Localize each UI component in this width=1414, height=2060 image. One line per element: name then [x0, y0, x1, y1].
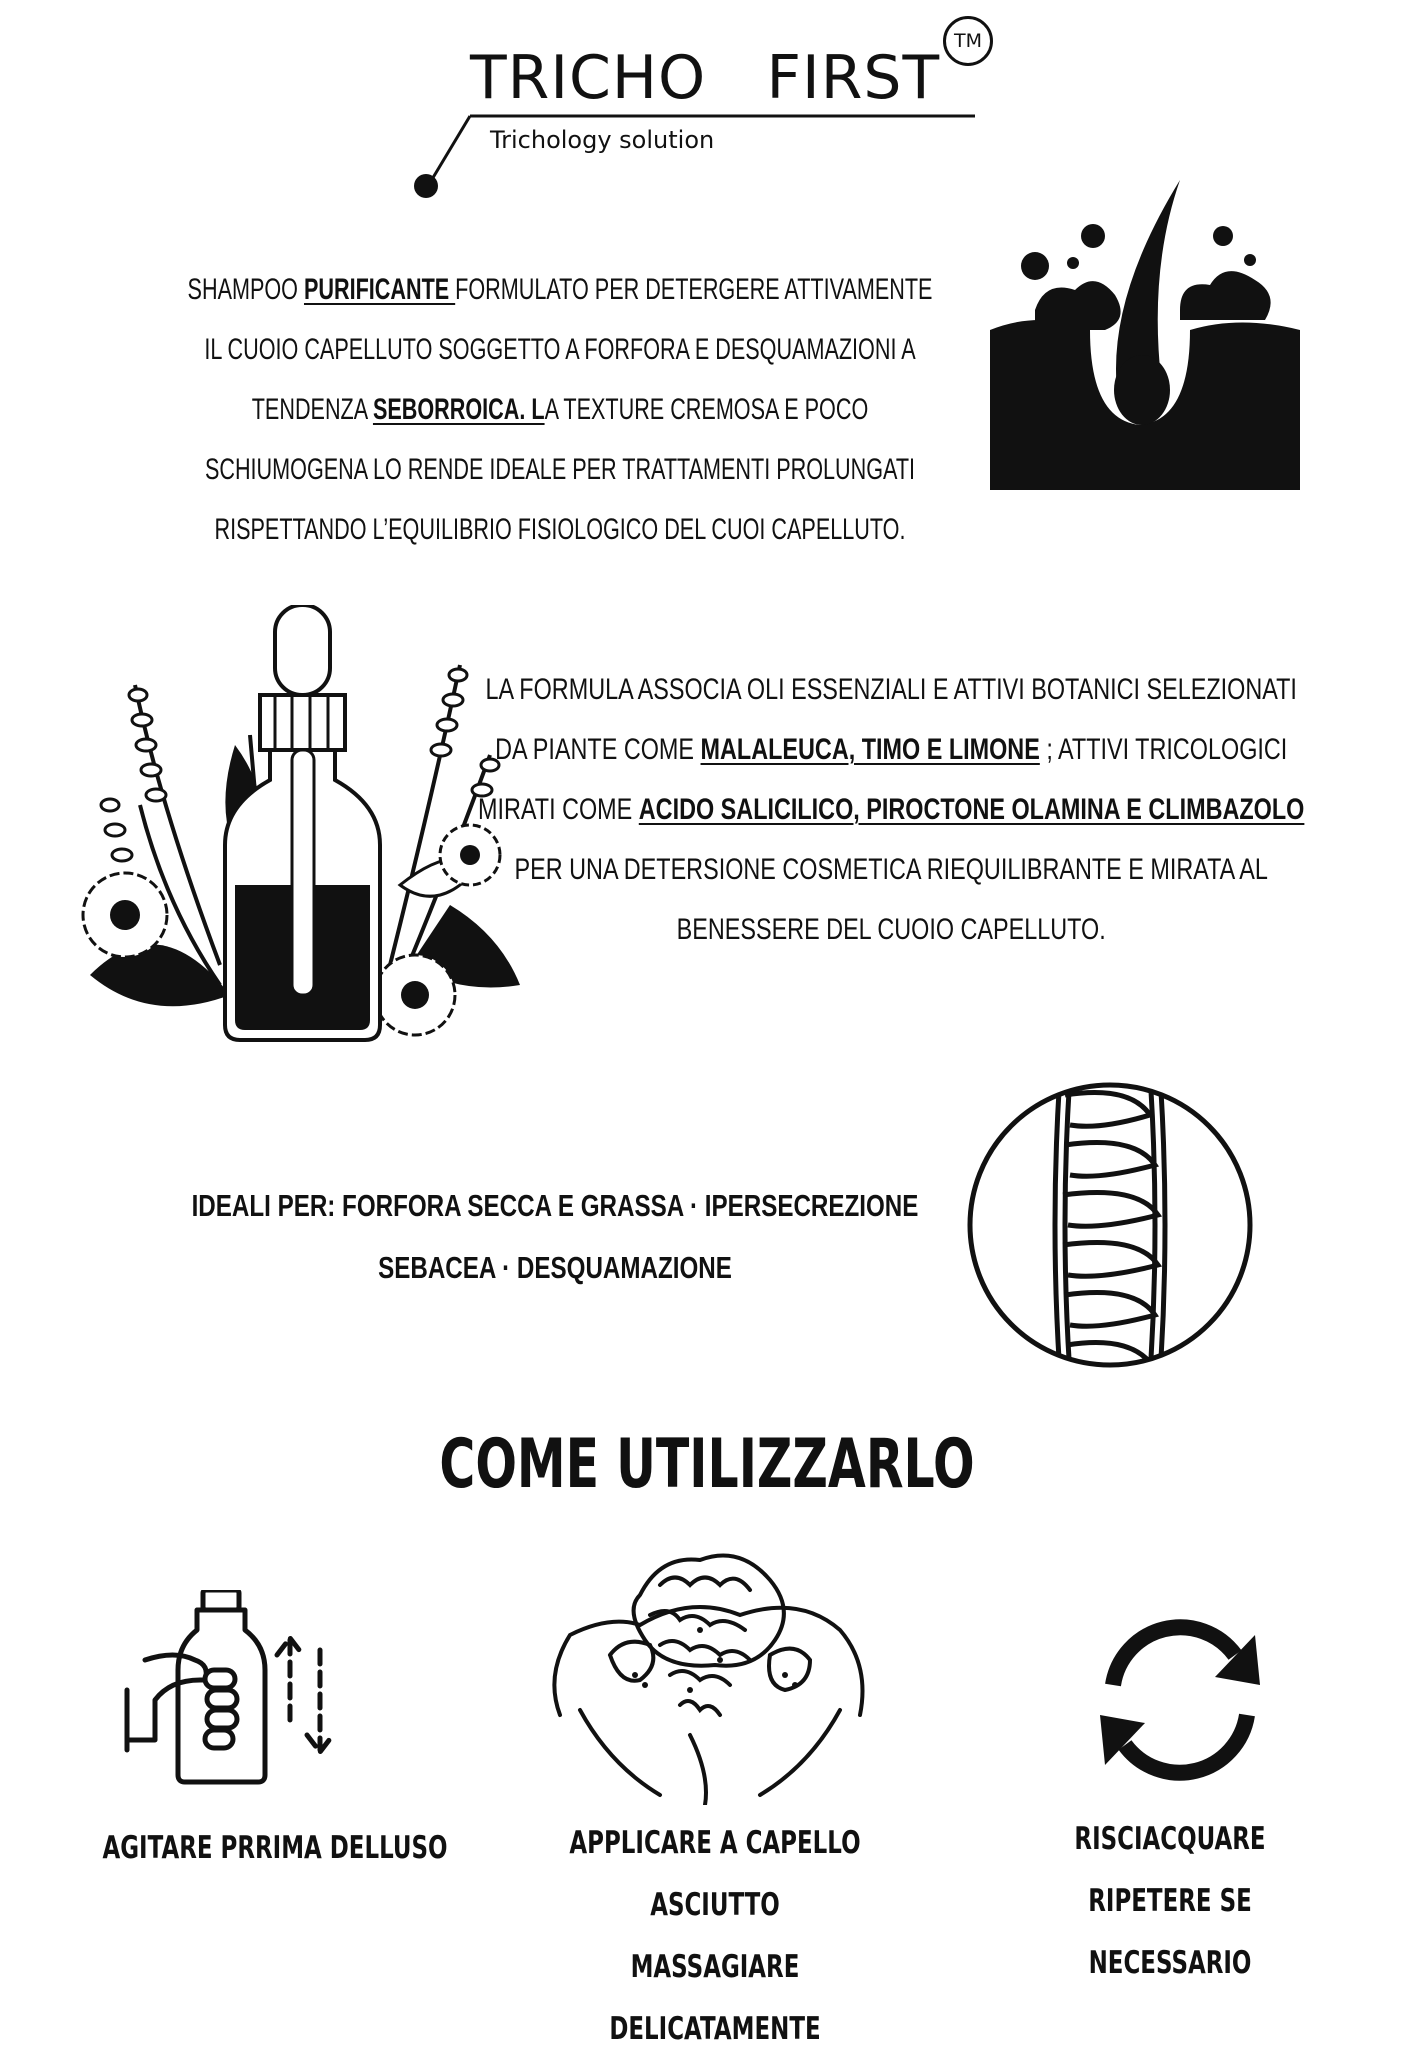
repeat-arrows-icon	[1085, 1605, 1275, 1795]
brand-title: TRICHO FIRST	[470, 43, 941, 113]
ideal-line-2: SEBACEA · DESQUAMAZIONE	[378, 1250, 732, 1285]
formula-paragraph: LA FORMULA ASSOCIA OLI ESSENZIALI E ATTIVI BOTANICI SELEZIONATI DA PIANTE COME MALALEUCA, TIMO E LIMONE ; ATTIVI TRICOLOGICI MIRATI COME ACIDO SALICILICO, PIROCTONE OLAMINA E CLIMBAZOLO PER UNA DETERSIONE COSMETICA RIEQUILIBRANTE E MIRATA AL BENESSERE DEL CUOIO CAPELLUTO.	[478, 673, 1305, 946]
hair-strand-icon	[960, 1075, 1260, 1375]
step-apply-text: APPLICARE A CAPELLO ASCIUTTO MASSAGIARE DELICATAMENTE	[569, 1825, 861, 2047]
brand-subtitle: Trichology solution	[490, 126, 715, 154]
head-massage-icon	[540, 1535, 880, 1805]
step-shake-text: AGITARE PRRIMA DELLUSO	[102, 1830, 448, 1866]
ideal-line-1: IDEALI PER: FORFORA SECCA E GRASSA · IPERSECREZIONE	[191, 1188, 919, 1223]
ideal-for-text	[153, 1175, 956, 1299]
hair-follicle-icon	[980, 170, 1310, 500]
shake-bottle-icon	[115, 1590, 355, 1790]
step-rinse-text: RISCIACQUARE RIPETERE SE NECESSARIO	[1074, 1821, 1266, 1981]
dropper-bottle-botanicals-icon	[70, 605, 530, 1045]
usage-heading: COME UTILIZZARLO	[439, 1425, 975, 1504]
intro-paragraph: SHAMPOO PURIFICANTE FORMULATO PER DETERGERE ATTIVAMENTE IL CUOIO CAPELLUTO SOGGETTO A FORFORA E DESQUAMAZIONI A TENDENZA SEBORROICA. LA TEXTURE CREMOSA E POCO SCHIUMOGENA LO RENDE IDEALE PER TRATTAMENTI PROLUNGATI RISPETTANDO L’EQUILIBRIO FISIOLOGICO DEL CUOI CAPELLUTO.	[187, 273, 933, 546]
trademark-badge: TM	[943, 16, 993, 66]
